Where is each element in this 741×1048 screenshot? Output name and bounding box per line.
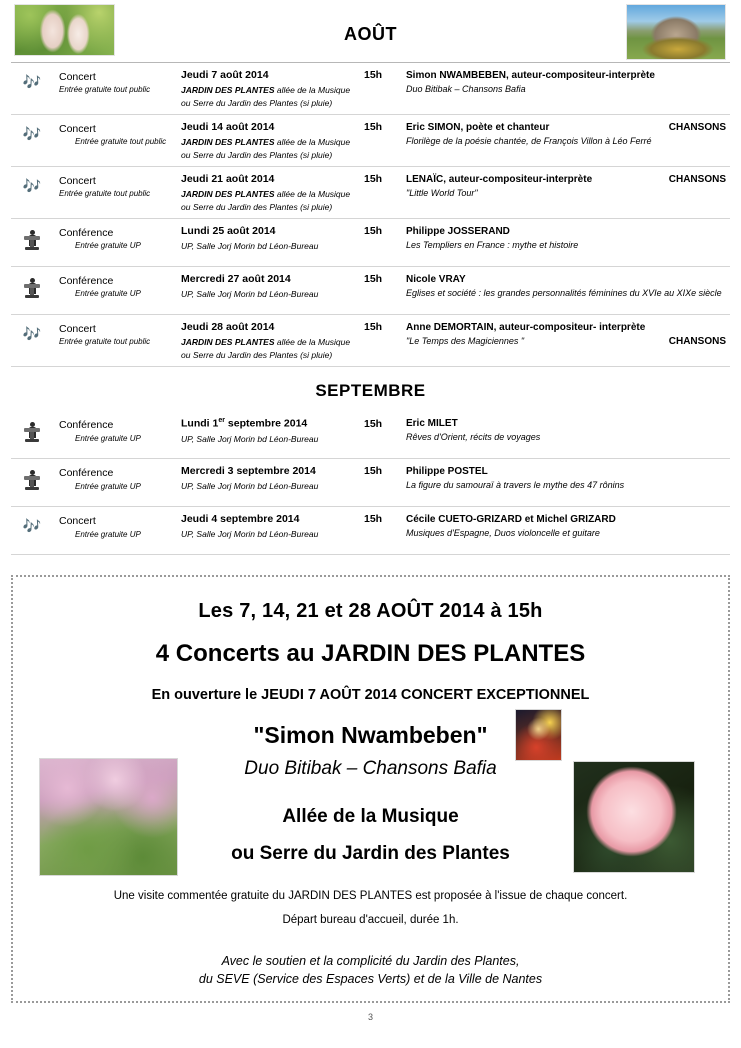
event-description-line [406,135,730,149]
event-datetime [181,416,398,432]
row-when-cell [181,170,398,214]
event-category-tag: CHANSONS [668,122,726,134]
poster-venue-line1: Allée de la Musique [282,806,459,827]
promo-poster [11,575,730,1003]
event-description-line [406,83,730,97]
table-row [11,507,730,555]
event-type: Concert [59,175,96,188]
poster-credits-line2: du SEVE (Service des Espaces Verts) et de la Ville de Nantes [198,972,543,987]
event-date: Jeudi 28 août 2014 [181,321,275,334]
event-venue-alt: ou Serre du Jardin des Plantes (si pluie) [181,350,333,361]
row-when-cell [181,222,398,253]
row-icon-cell [11,414,53,447]
event-datetime [181,512,398,528]
event-venue-alt: ou Serre du Jardin des Plantes (si pluie) [181,202,333,213]
poster-departure-note: Départ bureau d'accueil, durée 1h. [282,914,459,926]
row-icon-cell [11,66,53,92]
row-icon-cell [11,270,53,303]
event-time: 15h [364,417,383,430]
speaker-podium-icon [23,230,41,250]
row-type-cell [53,66,181,95]
event-datetime [181,68,398,84]
event-admission: Entrée gratuite UP [75,433,141,443]
event-datetime [181,172,398,188]
schedule-table-aout [11,63,730,367]
row-who-cell [398,318,730,349]
event-description: Duo Bitibak – Chansons Bafia [406,84,526,94]
jardin-des-plantes-image [626,4,726,60]
event-type: Concert [59,515,96,528]
table-row [11,459,730,507]
event-date: Mercredi 3 septembre 2014 [181,465,316,478]
event-admission: Entrée gratuite UP [75,481,141,491]
event-description-line [406,287,730,301]
pink-camellia-image [573,761,695,873]
speaker-podium-icon [23,422,41,442]
page-header [0,0,741,62]
row-type-cell [53,222,181,251]
event-category-tag: CHANSONS [668,336,726,348]
page-number: 3 [367,1012,373,1022]
event-description-line [406,527,730,541]
event-performer: Simon NWAMBEBEN, auteur-compositeur-interprète [406,70,655,81]
row-who-cell [398,66,730,97]
row-icon-cell [11,510,53,536]
row-when-cell [181,118,398,162]
poster-visit-note: Une visite commentée gratuite du JARDIN DES PLANTES est proposée à l'issue de chaque concert. [113,890,628,902]
event-performer-line [406,68,730,83]
poster-title: 4 Concerts au JARDIN DES PLANTES [155,640,586,667]
event-performer-line [406,172,730,187]
event-performer-line [406,272,730,287]
table-row [11,167,730,219]
event-performer: Philippe POSTEL [406,466,488,478]
row-when-cell [181,462,398,493]
event-description-line [406,187,730,201]
event-venue: JARDIN DES PLANTES allée de la Musique [181,188,351,199]
event-admission: Entrée gratuite tout public [59,85,151,95]
event-date: Jeudi 14 août 2014 [181,121,275,134]
event-performer-line [406,224,730,239]
event-datetime [181,224,398,240]
event-venue-alt: ou Serre du Jardin des Plantes (si pluie) [181,150,333,161]
event-date: Mercredi 27 août 2014 [181,273,291,286]
event-time: 15h [364,273,383,286]
music-notes-icon: 🎶 [22,178,42,196]
event-date: Lundi 1er septembre 2014 [181,417,308,430]
event-description-line [406,431,730,445]
table-row [11,63,730,115]
event-admission: Entrée gratuite UP [75,241,141,251]
month-heading-aout: AOÛT [344,24,397,44]
row-who-cell [398,170,730,201]
event-time: 15h [364,321,383,334]
table-row [11,219,730,267]
event-time: 15h [364,69,383,81]
event-performer: LENAÏC, auteur-compositeur-interprète [406,174,593,186]
event-time: 15h [364,173,383,186]
poster-credits-line1: Avec le soutien et la complicité du Jardin des Plantes, [221,954,520,968]
event-description: Eglises et société : les grandes personnalités féminines du XVIe au XIXe siècle [406,288,722,299]
flowering-trees-image [39,758,178,876]
event-date: Lundi 25 août 2014 [181,225,276,238]
event-date: Jeudi 7 août 2014 [181,69,269,81]
event-description: La figure du samouraï à travers le mythe des 47 rônins [406,480,625,491]
row-icon-cell [11,170,53,196]
schedule-table-septembre [11,411,730,555]
poster-artist-name: "Simon Nwambeben" [253,722,488,748]
event-datetime [181,320,398,336]
row-who-cell [398,510,730,541]
event-admission: Entrée gratuite tout public [59,189,151,199]
table-row [11,115,730,167]
row-who-cell [398,118,730,149]
row-when-cell [181,66,398,110]
event-type: Conférence [59,419,114,432]
event-description-line [406,335,730,349]
event-performer-line [406,464,730,479]
row-type-cell [53,170,181,199]
event-type: Concert [59,323,96,336]
event-datetime [181,120,398,136]
event-datetime [181,272,398,288]
event-venue: UP, Salle Jorj Morin bd Léon-Bureau [181,289,319,300]
event-date: Jeudi 21 août 2014 [181,173,275,186]
event-time: 15h [364,513,383,526]
event-performer-line [406,120,730,135]
event-description-line [406,479,730,493]
event-type: Conférence [59,467,114,480]
event-description: Florilège de la poésie chantée, de François Villon à Léo Ferré [406,136,652,147]
event-description: Musiques d'Espagne, Duos violoncelle et guitare [406,528,600,539]
event-admission: Entrée gratuite tout public [59,337,151,347]
event-performer: Nicole VRAY [406,274,466,286]
concert-singer-image [515,709,562,761]
row-icon-cell [11,462,53,495]
event-time: 15h [364,121,383,134]
row-type-cell [53,462,181,491]
event-category-tag: CHANSONS [668,174,726,186]
event-venue: UP, Salle Jorj Morin bd Léon-Bureau [181,241,319,252]
event-time: 15h [364,225,383,238]
row-who-cell [398,414,730,445]
speaker-podium-icon [23,278,41,298]
row-type-cell [53,414,181,443]
event-venue: JARDIN DES PLANTES allée de la Musique [181,84,351,95]
speaker-podium-icon [23,470,41,490]
event-venue: UP, Salle Jorj Morin bd Léon-Bureau [181,529,319,540]
event-datetime [181,464,398,480]
event-description: "Le Temps des Magiciennes " [406,336,525,347]
row-who-cell [398,222,730,253]
row-who-cell [398,270,730,301]
poster-artist-subtitle: Duo Bitibak – Chansons Bafia [244,758,497,779]
poster-opening-line: En ouverture le JEUDI 7 AOÛT 2014 CONCERT EXCEPTIONNEL [151,687,590,703]
row-when-cell [181,414,398,445]
row-type-cell [53,118,181,147]
event-type: Conférence [59,275,114,288]
event-description: Rêves d'Orient, récits de voyages [406,432,541,443]
event-description-line [406,239,730,253]
event-type: Concert [59,123,96,136]
music-notes-icon: 🎶 [22,518,42,536]
event-venue: JARDIN DES PLANTES allée de la Musique [181,337,351,348]
event-performer: Eric MILET [406,418,458,430]
event-performer-line [406,512,730,527]
music-notes-icon: 🎶 [22,126,42,144]
event-performer-line [406,416,730,431]
event-venue: UP, Salle Jorj Morin bd Léon-Bureau [181,481,319,492]
row-when-cell [181,318,398,362]
event-performer-line [406,320,730,335]
event-time: 15h [364,465,383,478]
row-when-cell [181,510,398,541]
row-type-cell [53,318,181,347]
row-type-cell [53,510,181,539]
row-who-cell [398,462,730,493]
event-type: Conférence [59,227,114,240]
music-notes-icon: 🎶 [22,74,42,91]
event-venue-alt: ou Serre du Jardin des Plantes (si pluie) [181,97,333,108]
table-row [11,411,730,459]
table-row [11,267,730,315]
poster-credits [13,926,728,988]
event-description: Les Templiers en France : mythe et histoire [406,240,579,251]
event-description: "Little World Tour" [406,188,478,199]
poster-dates-line: Les 7, 14, 21 et 28 AOÛT 2014 à 15h [198,600,543,622]
event-date: Jeudi 4 septembre 2014 [181,513,300,526]
event-performer: Cécile CUETO-GRIZARD et Michel GRIZARD [406,514,616,526]
event-venue: JARDIN DES PLANTES allée de la Musique [181,136,351,147]
event-performer: Eric SIMON, poète et chanteur [406,122,550,134]
row-icon-cell [11,222,53,255]
event-venue: UP, Salle Jorj Morin bd Léon-Bureau [181,433,319,444]
event-performer: Anne DEMORTAIN, auteur-compositeur- interprète [406,322,646,334]
row-when-cell [181,270,398,301]
music-notes-icon: 🎶 [22,326,42,344]
table-row [11,315,730,367]
poster-venue-line2: ou Serre du Jardin des Plantes [231,843,510,864]
event-admission: Entrée gratuite UP [75,529,141,539]
event-type: Concert [59,71,96,83]
row-type-cell [53,270,181,299]
row-icon-cell [11,118,53,144]
month-heading-septembre: SEPTEMBRE [315,381,426,401]
event-performer: Philippe JOSSERAND [406,226,510,238]
event-admission: Entrée gratuite tout public [75,137,167,147]
event-admission: Entrée gratuite UP [75,289,141,299]
row-icon-cell [11,318,53,344]
